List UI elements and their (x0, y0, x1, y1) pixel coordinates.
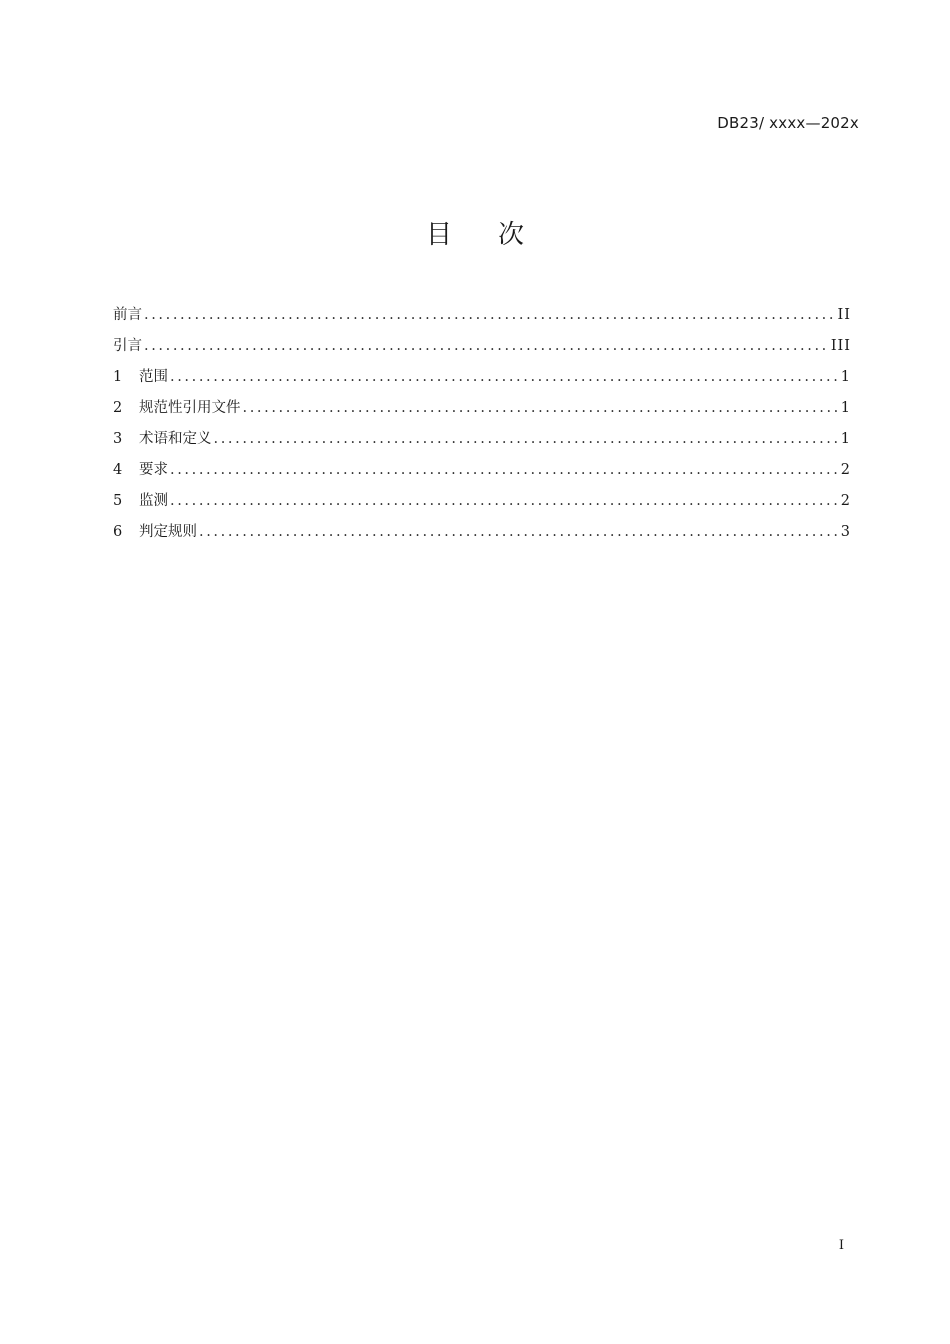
toc-entry-terms-definitions[interactable] (113, 427, 851, 458)
toc-entry-number: 6 (113, 524, 123, 540)
toc-entry-number: 3 (113, 431, 123, 447)
toc-entry-label: 监测 (139, 493, 168, 509)
toc-entry-label: 术语和定义 (139, 431, 212, 447)
toc-entry-introduction[interactable] (113, 334, 851, 365)
document-code: DB23/ xxxx—202x (717, 114, 859, 132)
toc-entry-monitoring[interactable] (113, 489, 851, 520)
toc-entry-label: 规范性引用文件 (139, 400, 241, 416)
toc-leader-dots (144, 307, 836, 323)
toc-entry-page: 1 (840, 369, 851, 385)
toc-leader-dots (170, 462, 839, 478)
toc-entry-label: 判定规则 (139, 524, 197, 540)
toc-entry-number: 4 (113, 462, 123, 478)
toc-entry-page: 2 (840, 493, 851, 509)
toc-entry-page: 2 (840, 462, 851, 478)
toc-entry-page: III (830, 338, 851, 354)
toc-leader-dots (243, 400, 839, 416)
toc-title-char: 次 (498, 220, 525, 250)
toc-entry-number: 5 (113, 493, 123, 509)
toc-entry-foreword[interactable] (113, 303, 851, 334)
toc-leader-dots (214, 431, 839, 447)
toc-leader-dots (199, 524, 839, 540)
toc-entry-label: 要求 (139, 462, 168, 478)
toc-leader-dots (170, 369, 839, 385)
toc-leader-dots (144, 338, 829, 354)
toc-entry-page: 1 (840, 431, 851, 447)
toc-entry-requirements[interactable] (113, 458, 851, 489)
page-number: I (838, 1238, 844, 1253)
toc-entry-number: 2 (113, 400, 123, 416)
toc-entry-page: II (837, 307, 851, 323)
toc-entry-label: 前言 (113, 307, 142, 323)
toc-list (113, 303, 851, 551)
toc-entry-page: 3 (840, 524, 851, 540)
toc-entry-label: 范围 (139, 369, 168, 385)
toc-entry-number: 1 (113, 369, 123, 385)
toc-title (0, 214, 950, 251)
toc-leader-dots (170, 493, 839, 509)
toc-entry-scope[interactable] (113, 365, 851, 396)
toc-entry-judgment-rules[interactable] (113, 520, 851, 551)
toc-entry-label: 引言 (113, 338, 142, 354)
toc-entry-normative-references[interactable] (113, 396, 851, 427)
toc-title-char: 目 (425, 220, 452, 250)
toc-entry-page: 1 (840, 400, 851, 416)
